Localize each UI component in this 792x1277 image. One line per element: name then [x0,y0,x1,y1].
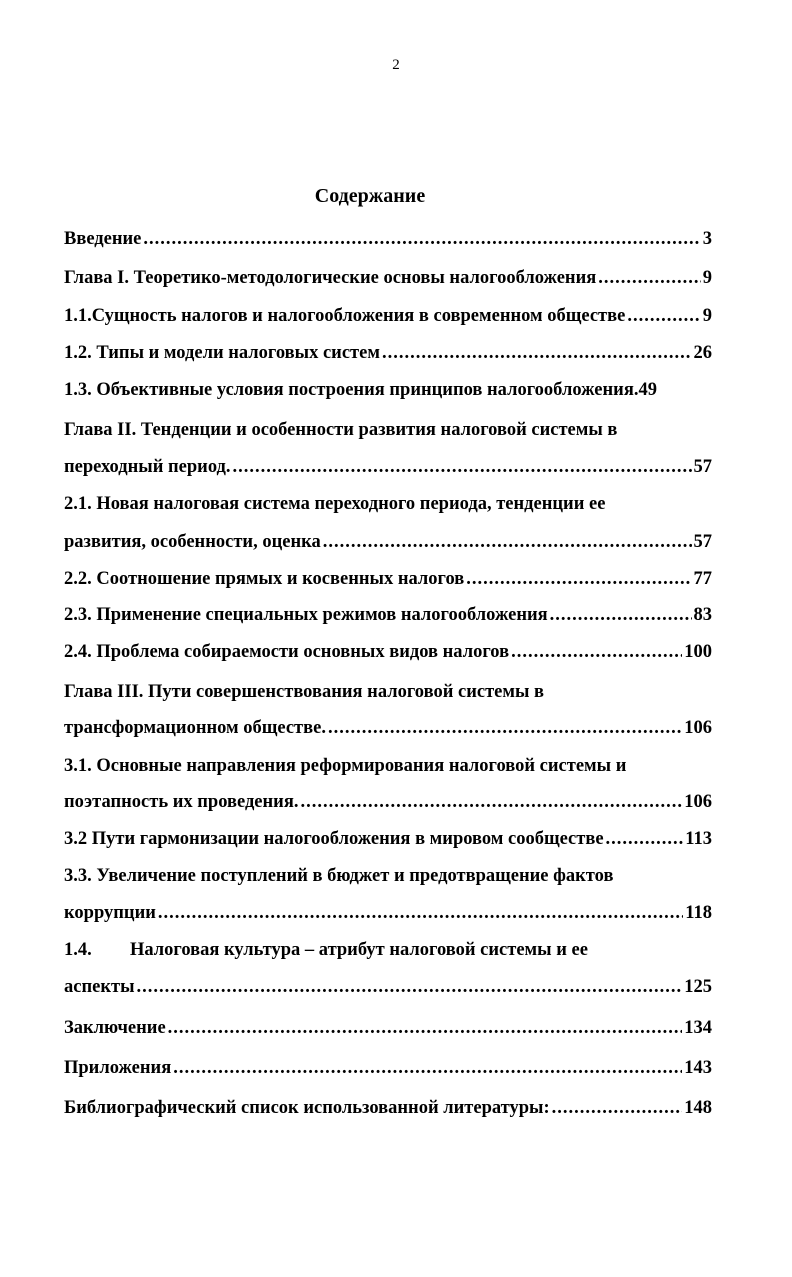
dot-leader [137,975,683,999]
toc-page-number: 77 [693,569,712,589]
dot-leader [323,530,692,554]
dot-leader [511,640,682,664]
dot-leader [168,1016,683,1040]
toc-entry-text: 3.2 Пути гармонизации налогообложения в мировом сообществе [64,829,604,849]
dot-leader [328,716,682,740]
page-number: 2 [392,57,400,73]
toc-page-number: 134 [684,1018,712,1038]
toc-entry-text: 2.3. Применение специальных режимов налогообложения [64,605,548,625]
toc-page-number: 83 [693,605,712,625]
toc-entry-text: коррупции [64,903,156,923]
toc-page-number: 26 [693,343,712,363]
toc-entry-2-3 [64,603,712,627]
dot-leader [627,304,700,328]
toc-entry-appendix [64,1056,712,1080]
toc-entry-text: 1.2. Типы и модели налоговых систем [64,343,380,363]
toc-page-number: 100 [684,642,712,662]
toc-entry-text: Приложения [64,1058,172,1078]
toc-page-number: 57 [693,532,712,552]
toc-entry-1-1 [64,304,712,328]
toc-entry-conclusion [64,1016,712,1040]
dot-leader [606,827,684,851]
toc-entry-2-1-line1: 2.1. Новая налоговая система переходного периода, тенденции ее [64,494,606,514]
toc-page-number: 113 [685,829,712,849]
toc-entry-text: трансформационном обществе. [64,718,326,738]
toc-entry-1-4-line1 [64,938,712,962]
toc-page-number: 9 [702,268,712,288]
toc-entry-text: аспекты [64,977,135,997]
toc-page-number: 106 [684,718,712,738]
toc-entry-text: Заключение [64,1018,166,1038]
dot-leader [173,1056,682,1080]
dot-leader [233,455,692,479]
toc-entry-chapter-3 [64,716,712,740]
toc-entry-text: Библиографический список использованной литературы: [64,1098,550,1118]
toc-entry-intro [64,227,712,251]
toc-entry-number: 1.4. [64,940,92,960]
toc-entry-2-4 [64,640,712,664]
toc-entry-text: Глава I. Теоретико-методологические основы налогообложения [64,268,597,288]
toc-page-number: 118 [685,903,712,923]
dot-leader [143,227,700,251]
toc-page-number: 106 [684,792,712,812]
toc-page-number: 9 [702,306,712,326]
toc-entry-text: 2.2. Соотношение прямых и косвенных налогов [64,569,465,589]
dot-leader [300,790,682,814]
toc-entry-text: 1.3. Объективные условия построения принципов налогообложения. [64,380,639,400]
dot-leader [550,603,692,627]
toc-page-number: 143 [684,1058,712,1078]
toc-entry-1-4 [64,975,712,999]
toc-entry-1-3 [64,378,712,402]
toc-entry-text: развития, особенности, оценка [64,532,321,552]
toc-entry-1-2 [64,341,712,365]
dot-leader [158,901,683,925]
toc-entry-text: 1.1.Сущность налогов и налогообложения в современном обществе [64,306,626,326]
dot-leader [552,1096,683,1120]
toc-page-number: 3 [702,229,712,249]
toc-page-number: 125 [684,977,712,997]
dot-leader [382,341,692,365]
toc-entry-chapter-2 [64,455,712,479]
toc-entry-3-1 [64,790,712,814]
toc-entry-chapter-1 [64,266,712,290]
toc-entry-chapter-3-line1: Глава III. Пути совершенствования налоговой системы в [64,682,545,702]
toc-entry-3-1-line1: 3.1. Основные направления реформирования налоговой системы и [64,756,627,776]
toc-entry-chapter-2-line1: Глава II. Тенденции и особенности развития налоговой системы в [64,420,618,440]
toc-title: Содержание [314,185,426,207]
toc-entry-2-1 [64,530,712,554]
toc-entry-2-2 [64,567,712,591]
toc-entry-3-3 [64,901,712,925]
toc-entry-text: переходный период. [64,457,231,477]
toc-page-number: 57 [693,457,712,477]
toc-entry-text: Налоговая культура – атрибут налоговой системы и ее [130,940,588,960]
toc-entry-3-3-line1: 3.3. Увеличение поступлений в бюджет и предотвращение фактов [64,866,614,886]
toc-entry-text: поэтапность их проведения. [64,792,299,812]
toc-entry-text: 2.4. Проблема собираемости основных видов налогов [64,642,510,662]
toc-page-number: 49 [638,380,657,400]
dot-leader [466,567,691,591]
toc-entry-3-2 [64,827,712,851]
toc-entry-bibliography [64,1096,712,1120]
dot-leader [598,266,701,290]
toc-page-number: 148 [684,1098,712,1118]
toc-entry-text: Введение [64,229,142,249]
